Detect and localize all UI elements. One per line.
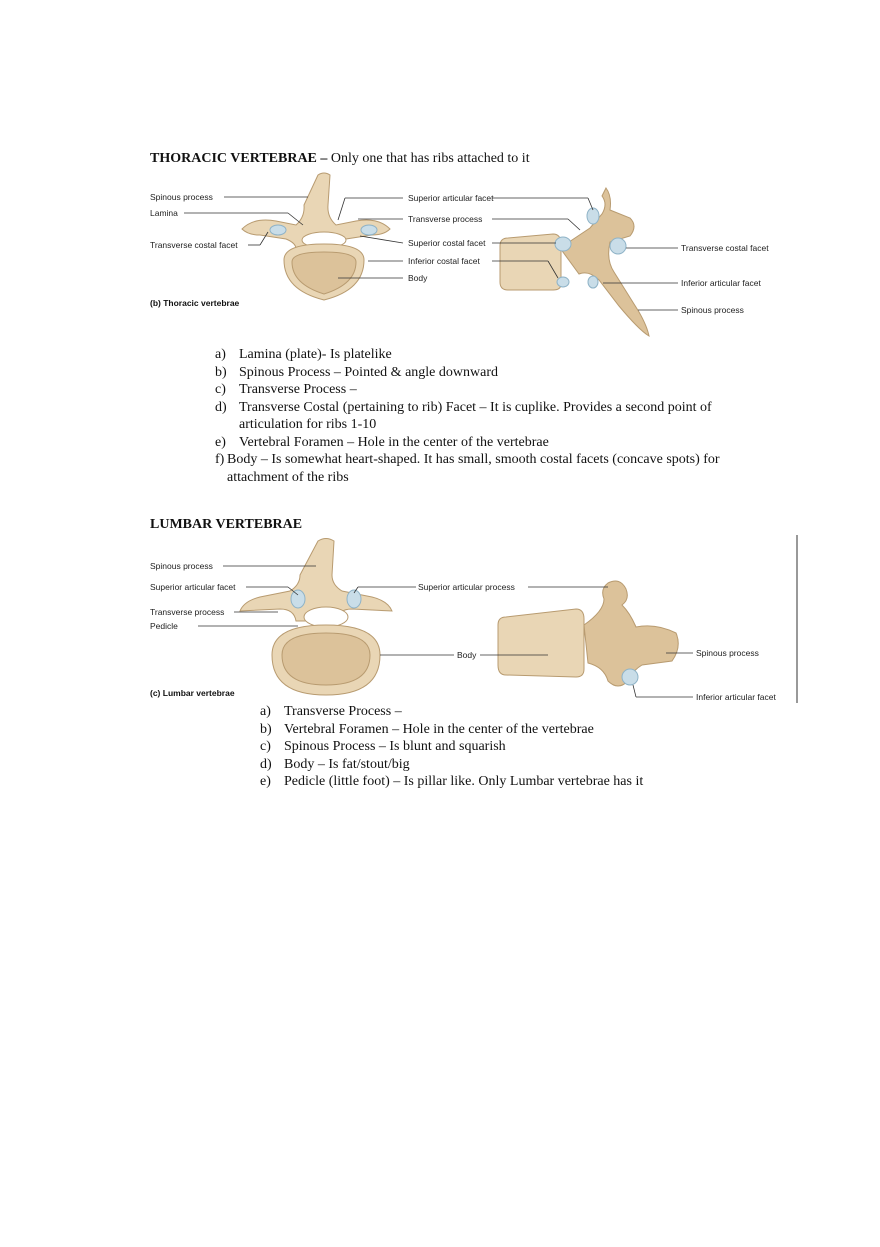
- list-item: [215, 346, 735, 364]
- thoracic-figure-caption: (b) Thoracic vertebrae: [150, 298, 240, 308]
- list-item: [215, 399, 735, 434]
- list-item: [260, 756, 740, 774]
- lumbar-superior-view: [240, 539, 392, 696]
- label-transverse-costal-facet-right: Transverse costal facet: [681, 243, 769, 253]
- label-body: Body: [457, 650, 477, 660]
- lumbar-lateral-view: [498, 581, 678, 686]
- list-text: Transverse Process –: [284, 704, 402, 719]
- list-text: Vertebral Foramen – Hole in the center of the vertebrae: [284, 721, 594, 737]
- list-item: [215, 434, 735, 452]
- label-spinous-process-right: Spinous process: [696, 648, 759, 658]
- list-item: [260, 721, 740, 739]
- list-marker: d): [215, 399, 227, 415]
- list-marker: a): [215, 347, 226, 362]
- label-transverse-process: Transverse process: [150, 607, 225, 617]
- label-spinous-process: Spinous process: [150, 561, 213, 571]
- thoracic-superior-view: [242, 173, 390, 300]
- thoracic-figure: [148, 170, 788, 350]
- thoracic-title-rest: Only one that has ribs attached to it: [327, 151, 530, 166]
- lumbar-heading: [150, 517, 302, 533]
- list-text: Vertebral Foramen – Hole in the center of the vertebrae: [239, 434, 549, 450]
- list-marker: f): [215, 452, 225, 467]
- list-marker: c): [215, 382, 226, 397]
- thoracic-lateral-view: [500, 188, 649, 336]
- thoracic-title-bold: THORACIC VERTEBRAE –: [150, 151, 328, 166]
- list-item: [215, 381, 735, 399]
- label-body: Body: [408, 273, 428, 283]
- label-transverse-process: Transverse process: [408, 214, 483, 224]
- list-item: [260, 738, 740, 756]
- list-marker: e): [215, 434, 226, 450]
- list-text: Pedicle (little foot) – Is pillar like. Only Lumbar vertebrae has it: [284, 774, 644, 789]
- list-marker: d): [260, 756, 272, 772]
- label-superior-articular-process: Superior articular process: [418, 582, 515, 592]
- label-transverse-costal-facet: Transverse costal facet: [150, 240, 238, 250]
- list-item: [260, 703, 740, 721]
- list-marker: b): [215, 364, 227, 380]
- label-superior-articular-facet: Superior articular facet: [150, 582, 236, 592]
- lumbar-list: [260, 703, 740, 791]
- lumbar-title-bold: LUMBAR VERTEBRAE: [150, 517, 303, 532]
- label-superior-articular-facet: Superior articular facet: [408, 193, 494, 203]
- label-pedicle: Pedicle: [150, 621, 178, 631]
- list-text: Lamina (plate)- Is platelike: [239, 347, 392, 362]
- list-text: Transverse Costal (pertaining to rib) Facet – It is cuplike. Provides a second point of articulation for ribs 1-10: [239, 399, 712, 432]
- label-superior-costal-facet: Superior costal facet: [408, 238, 486, 248]
- list-marker: e): [260, 774, 271, 789]
- thoracic-heading: [150, 151, 530, 167]
- thoracic-list: [215, 346, 735, 486]
- list-item: [215, 364, 735, 382]
- label-spinous-process: Spinous process: [150, 192, 213, 202]
- label-inferior-articular-facet: Inferior articular facet: [696, 692, 776, 702]
- label-spinous-process-right: Spinous process: [681, 305, 744, 315]
- list-item: [260, 773, 740, 791]
- lumbar-figure-caption: (c) Lumbar vertebrae: [150, 688, 235, 698]
- label-lamina: Lamina: [150, 208, 178, 218]
- lumbar-figure: [148, 535, 808, 705]
- label-inferior-costal-facet: Inferior costal facet: [408, 256, 480, 266]
- list-text: Spinous Process – Is blunt and squarish: [284, 739, 506, 754]
- list-text: Body – Is fat/stout/big: [284, 756, 410, 772]
- list-marker: b): [260, 721, 272, 737]
- label-inferior-articular-facet: Inferior articular facet: [681, 278, 761, 288]
- list-marker: a): [260, 704, 271, 719]
- list-text: Body – Is somewhat heart-shaped. It has small, smooth costal facets (concave spots) for attachment of the ribs: [227, 452, 720, 485]
- list-text: Transverse Process –: [239, 382, 357, 397]
- list-marker: c): [260, 739, 271, 754]
- list-text: Spinous Process – Pointed & angle downward: [239, 364, 498, 380]
- list-item: [215, 451, 735, 486]
